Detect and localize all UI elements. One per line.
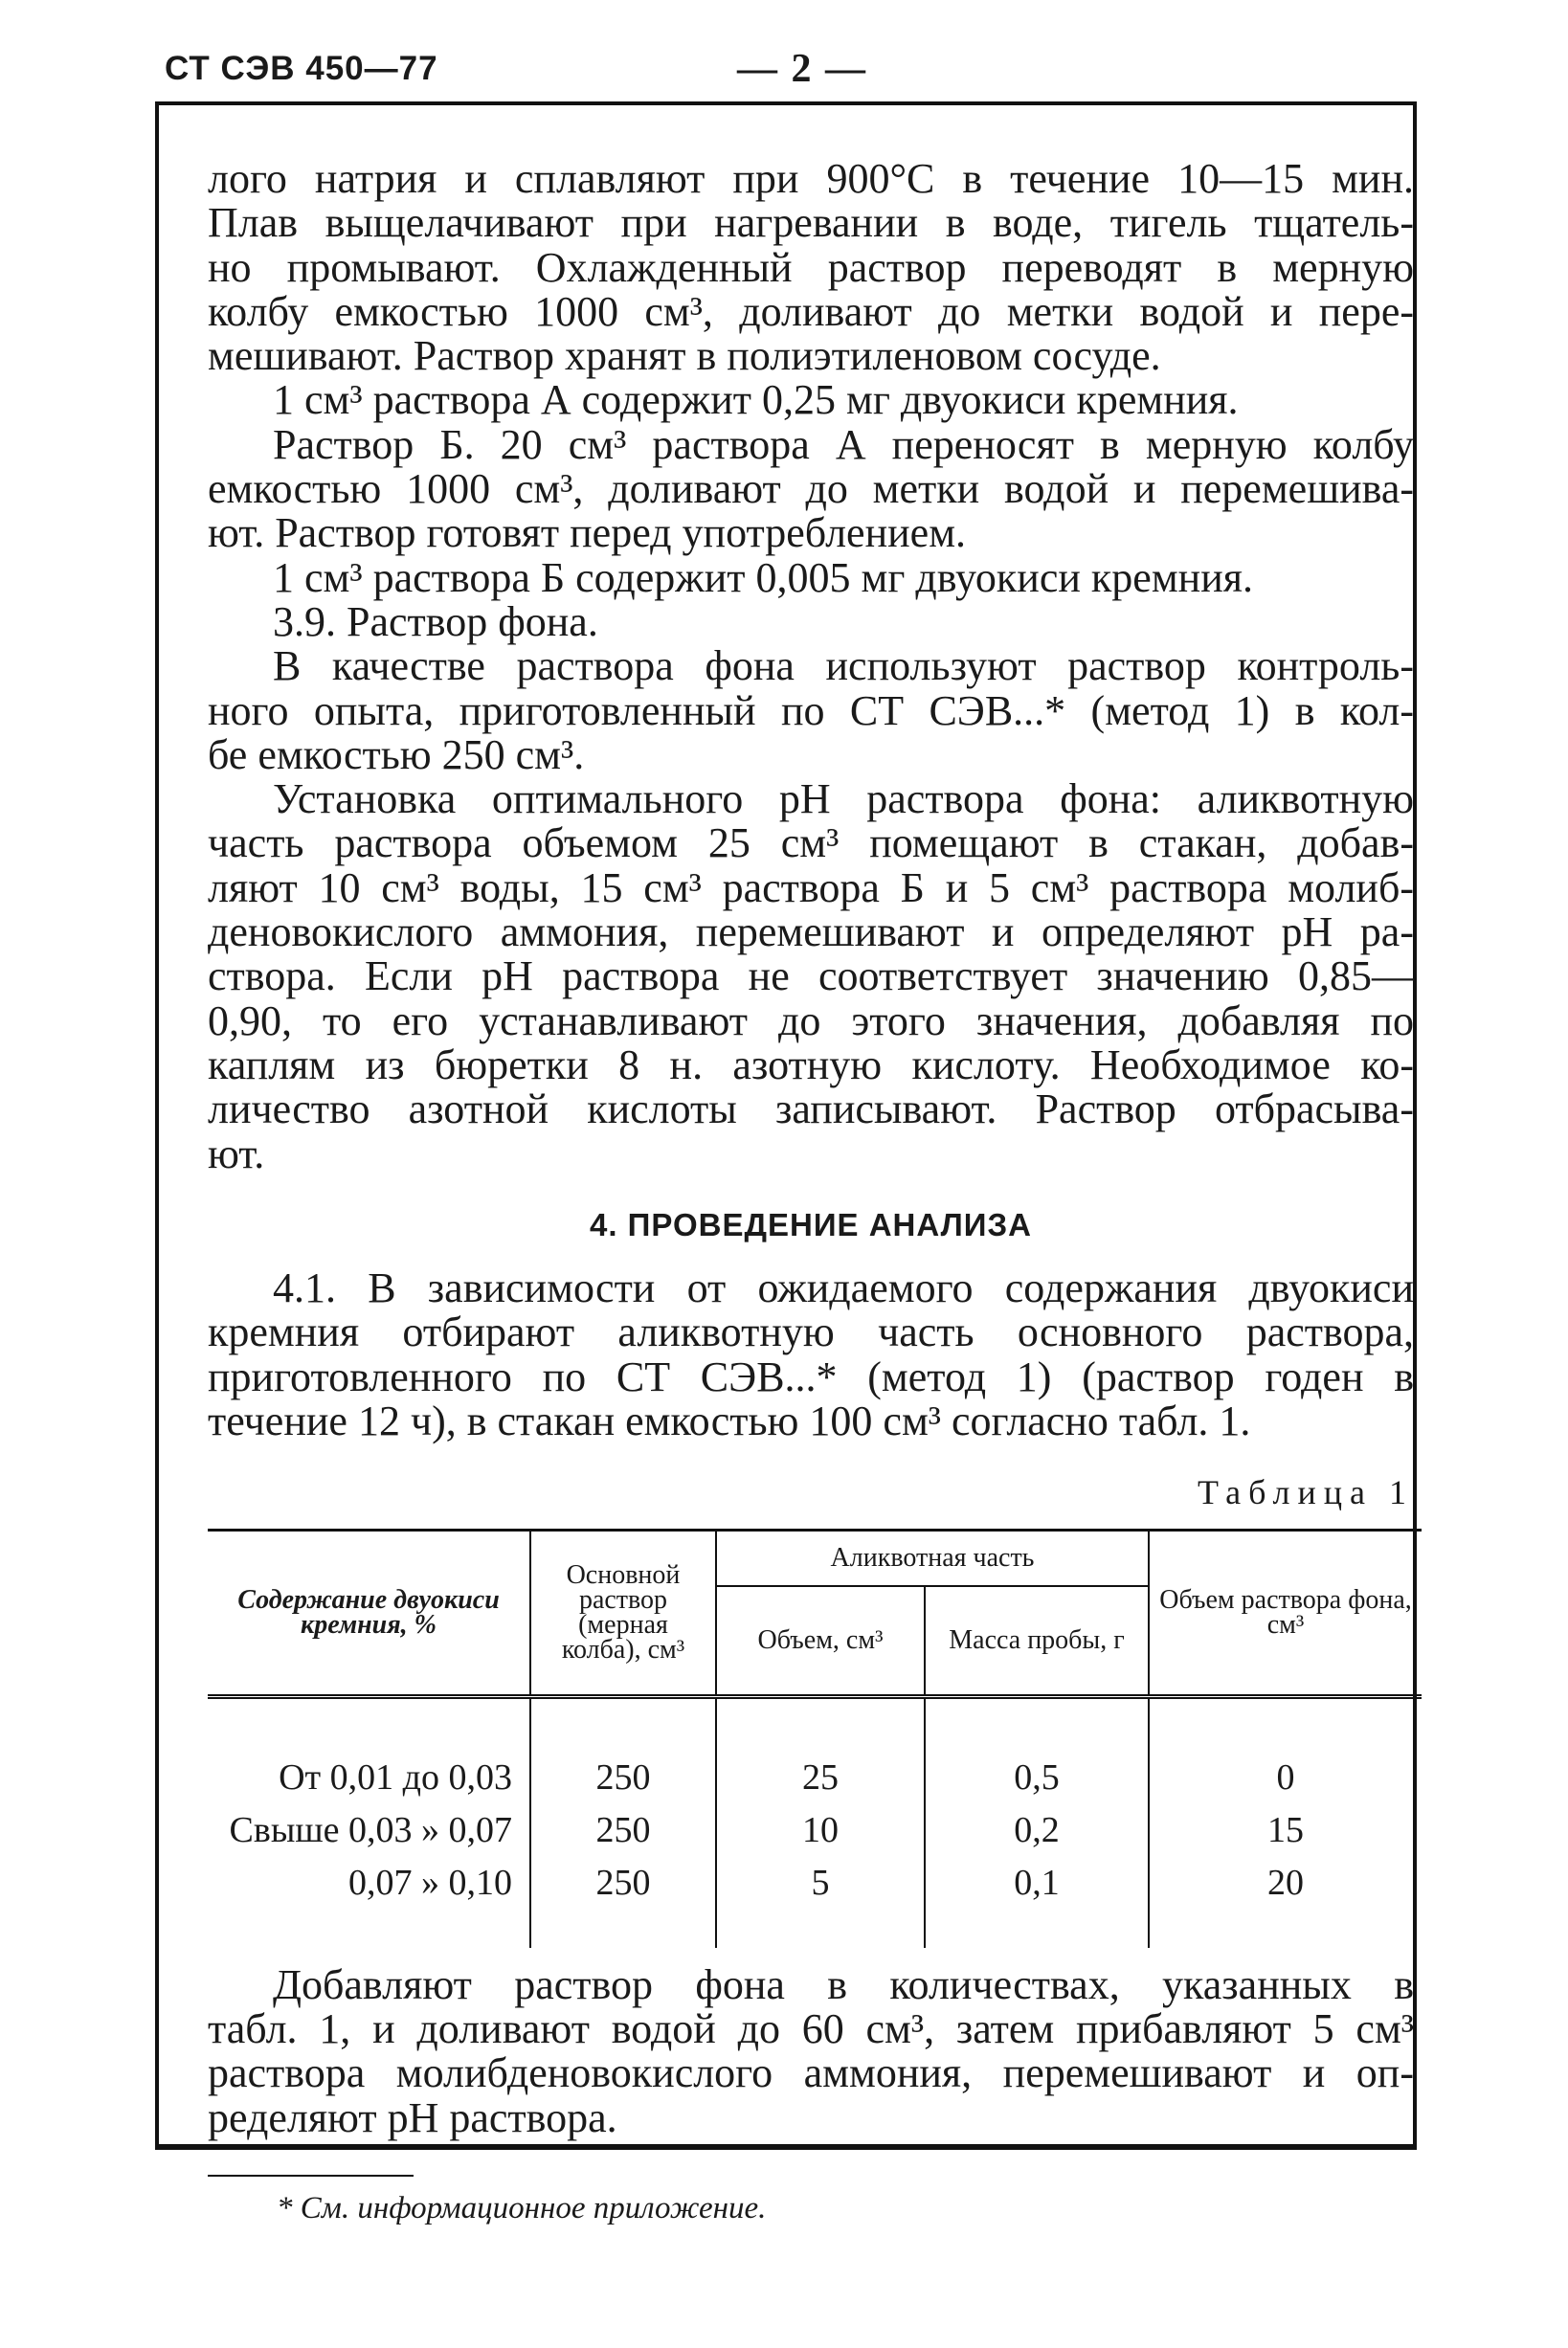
text-line: кремния отбирают аликвотную часть основного раствора,: [208, 1308, 1414, 1356]
cell-volume: 10: [716, 1804, 925, 1857]
text-line: емкостью 1000 см³, доливают до метки водой и перемешива-: [208, 465, 1414, 513]
cell-sample-mass: 0,5: [925, 1752, 1149, 1804]
table-row: [208, 1857, 1422, 1910]
paragraph-solution-b: [208, 420, 1414, 557]
table-row: [208, 1752, 1422, 1804]
cell-main-solution: 250: [530, 1804, 716, 1857]
header-main-solution: Основной раствор (мерная колба), см³: [530, 1530, 716, 1696]
cell-sample-mass: 0,2: [925, 1804, 1149, 1857]
text-line: но промывают. Охлажденный раствор переводят в мерную: [208, 243, 1414, 291]
text-line: 4.1. В зависимости от ожидаемого содержания двуокиси: [273, 1264, 1414, 1312]
text-line: Добавляют раствор фона в количествах, указанных в: [273, 1960, 1414, 2008]
cell-background-volume: 15: [1149, 1804, 1422, 1857]
text-line: ляют 10 см³ воды, 15 см³ раствора Б и 5 см³ раствора молиб-: [208, 863, 1414, 911]
table-row: [208, 1804, 1422, 1857]
text-line: мешивают. Раствор хранят в полиэтиленовом сосуде.: [208, 332, 1161, 380]
cell-main-solution: 250: [530, 1752, 716, 1804]
footnote: * См. информационное приложение.: [277, 2190, 767, 2225]
section-title: 4. ПРОВЕДЕНИЕ АНАЛИЗА: [589, 1206, 1033, 1242]
aliquot-table: [208, 1529, 1422, 1948]
text-line: В качестве раствора фона используют раствор контроль-: [273, 642, 1414, 690]
cell-sample-mass: 0,1: [925, 1857, 1149, 1910]
text-line: личество азотной кислоты записывают. Раствор отбрасыва-: [208, 1085, 1414, 1133]
cell-content: От 0,01 до 0,03: [279, 1756, 512, 1798]
paragraph-solution-a-content: 1 см³ раствора А содержит 0,25 мг двуокиси кремния.: [273, 376, 1239, 424]
text-line: приготовленного по СТ СЭВ...* (метод 1) (раствор годен в: [208, 1353, 1414, 1400]
cell-volume: 25: [716, 1752, 925, 1804]
text-line: каплям из бюретки 8 н. азотную кислоту. Необходимое ко-: [208, 1040, 1414, 1088]
header-background-volume: Объем раствора фона, см³: [1149, 1530, 1422, 1696]
text-line: 0,90, то его устанавливают до этого значения, добавляя по: [208, 996, 1414, 1044]
header-aliquot: Аликвотная часть: [716, 1530, 1149, 1586]
text-line: Плав выщелачивают при нагревании в воде, тигель тщатель-: [208, 199, 1414, 247]
text-line: ют. Раствор готовят перед употреблением.: [208, 509, 967, 557]
text-line: табл. 1, и доливают водой до 60 см³, затем прибавляют 5 см³: [208, 2004, 1414, 2052]
text-line: часть раствора объемом 25 см³ помещают в стакан, добав-: [208, 819, 1414, 867]
text-line: ного опыта, приготовленный по СТ СЭВ...* (метод 1) в кол-: [208, 686, 1414, 734]
text-line: течение 12 ч), в стакан емкостью 100 см³ согласно табл. 1.: [208, 1398, 1251, 1445]
paragraph-background-solution: [208, 644, 1414, 777]
paragraph-solution-b-content: 1 см³ раствора Б содержит 0,005 мг двуокиси кремния.: [273, 553, 1254, 601]
text-line: деновокислого аммония, перемешивают и определяют pH ра-: [208, 908, 1414, 956]
page-number: — 2 —: [737, 47, 867, 91]
table-caption: Таблица 1: [1198, 1473, 1414, 1512]
cell-content: 0,07 » 0,10: [348, 1862, 512, 1903]
paragraph-adding-background: [208, 1960, 1414, 2141]
standard-designation: СТ СЭВ 450—77: [165, 50, 438, 87]
cell-background-volume: 20: [1149, 1857, 1422, 1910]
text-line: лого натрия и сплавляют при 900°C в течение 10—15 мин.: [208, 155, 1414, 202]
text-line: ределяют pH раствора.: [208, 2093, 617, 2141]
paragraph-analysis: [208, 1266, 1414, 1443]
cell-main-solution: 250: [530, 1857, 716, 1910]
cell-background-volume: 0: [1149, 1752, 1422, 1804]
text-line: Установка оптимального pH раствора фона: аликвотную: [273, 775, 1414, 823]
text-line: Раствор Б. 20 см³ раствора А переносят в мерную колбу: [273, 420, 1414, 468]
header-volume: Объем, см³: [716, 1586, 925, 1697]
paragraph-fusion: [208, 157, 1414, 378]
header-sample-mass: Масса пробы, г: [925, 1586, 1149, 1697]
subsection-heading: 3.9. Раствор фона.: [273, 597, 598, 645]
text-line: бе емкостью 250 см³.: [208, 730, 585, 778]
text-line: колбу емкостью 1000 см³, доливают до метки водой и пере-: [208, 287, 1414, 335]
paragraph-ph-setting: [208, 777, 1414, 1176]
header-content: Содержание двуокиси кремния, %: [237, 1584, 500, 1640]
footnote-rule: [208, 2175, 414, 2177]
cell-content: Свыше 0,03 » 0,07: [229, 1809, 512, 1850]
cell-volume: 5: [716, 1857, 925, 1910]
page-content: [208, 157, 1414, 2230]
text-line: створа. Если pH раствора не соответствует значению 0,85—: [208, 952, 1414, 1000]
text-line: раствора молибденовокислого аммония, перемешивают и оп-: [208, 2049, 1414, 2097]
text-line: ют.: [208, 1129, 265, 1177]
